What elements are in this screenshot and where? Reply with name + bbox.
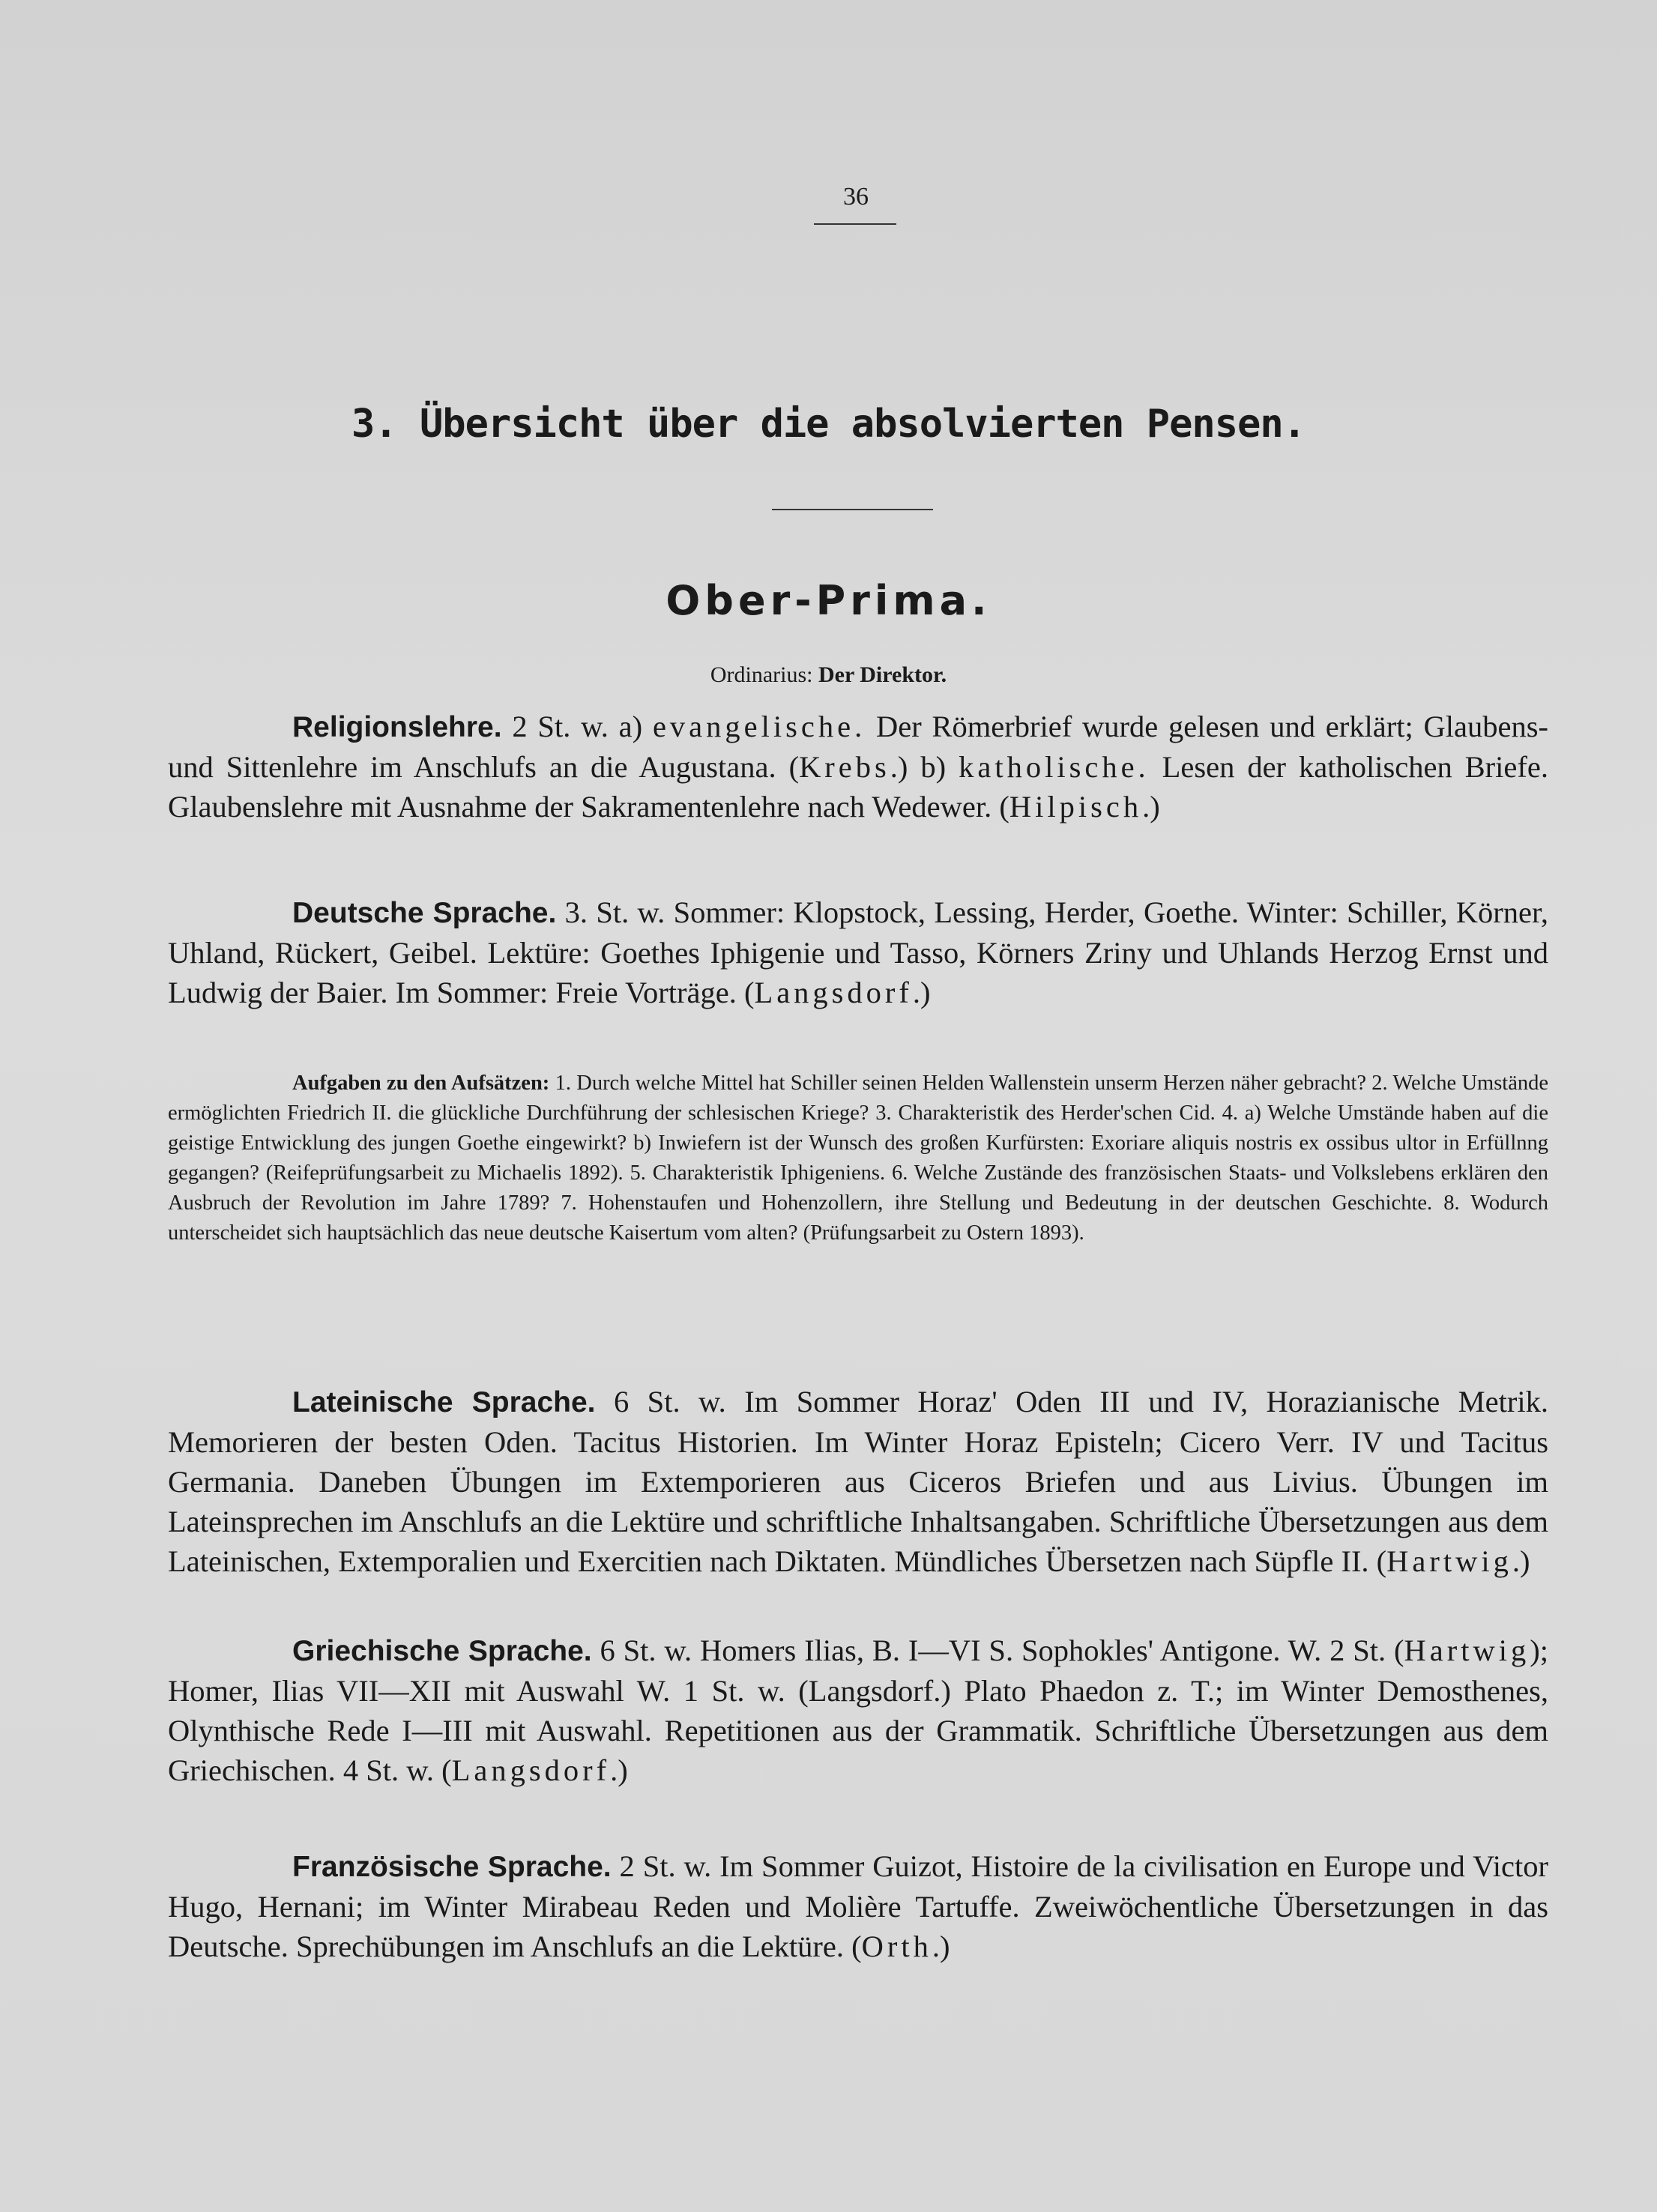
- paragraph-deutsch: Deutsche Sprache. 3. St. w. Sommer: Klopstock, Lessing, Herder, Goethe. Winter: Schiller, Körner, Uhland, Rückert, Geibel. Lektüre: Goethes Iphigenie und Tasso, Körners Zriny und Uhlands Herzog Ernst und Ludwig der Baier. Im Sommer: Freie Vorträge. (Langsdorf.): [168, 895, 1548, 1009]
- section-title: 3. Übersicht über die absolvierten Pensen.: [351, 402, 1306, 447]
- paragraph-aufsaetze: Aufgaben zu den Aufsätzen: 1. Durch welche Mittel hat Schiller seinen Helden Wallenstein unserm Herzen näher gebracht? 2. Welche Umstände ermöglichten Friedrich II. die glückliche Durchführung der schlesischen Kriege? 3. Charakteristik des Herder'schen Cid. 4. a) Welche Umstände haben auf die geistige Entwicklung des jungen Goethe eingewirkt? b) Inwiefern ist der Wunsch des großen Kurfürsten: Exoriare aliquis nostris ex ossibus ultor in Erfüllnng gegangen? (Reifeprüfungsarbeit zu Michaelis 1892). 5. Charakteristik Iphigeniens. 6. Welche Zustände des französischen Staats- und Volkslebens erklären den Ausbruch der Revolution im Jahre 1789? 7. Hohenstaufen und Hohenzollern, ihre Stellung und Bedeutung in der deutschen Geschichte. 8. Wodurch unterscheidet sich hauptsächlich das neue deutsche Kaisertum vom alten? (Prüfungsarbeit zu Ostern 1893).: [168, 1072, 1549, 1245]
- ordinarius-label: Ordinarius:: [710, 662, 813, 687]
- subject-heading-religion: Religionslehre.: [292, 711, 502, 743]
- title-rule: [772, 509, 933, 510]
- page-number: 36: [843, 183, 869, 211]
- subject-heading-deutsch: Deutsche Sprache.: [292, 897, 557, 929]
- paragraph-latein: Lateinische Sprache. 6 St. w. Im Sommer Horaz' Oden III und IV, Horazianische Metrik. Memorieren der besten Oden. Tacitus Historien. Im Winter Horaz Episteln; Cicero Verr. IV und Tacitus Germania. Daneben Übungen im Extemporieren aus Ciceros Briefen und aus Livius. Übungen im Lateinsprechen im Anschlufs an die Lektüre und schriftliche Inhaltsangaben. Schriftliche Übersetzungen aus dem Lateinischen, Extemporalien und Exercitien nach Diktaten. Mündliches Übersetzen nach Süpfle II. (Hartwig.): [168, 1385, 1548, 1578]
- paragraph-griechisch: Griechische Sprache. 6 St. w. Homers Ilias, B. I—VI S. Sophokles' Antigone. W. 2 St. (Hartwig); Homer, Ilias VII—XII mit Auswahl W. 1 St. w. (Langsdorf.) Plato Phaedon z. T.; im Winter Demosthenes, Olynthische Rede I—III mit Auswahl. Repetitionen aus der Grammatik. Schriftliche Übersetzungen aus dem Griechischen. 4 St. w. (Langsdorf.): [168, 1634, 1548, 1787]
- page-number-rule: [814, 223, 896, 225]
- ordinarius-value: Der Direktor.: [818, 662, 947, 687]
- subject-heading-latein: Lateinische Sprache.: [292, 1386, 596, 1418]
- paragraph-religion: Religionslehre. 2 St. w. a) evangelische. Der Römerbrief wurde gelesen und erklärt; Glaubens- und Sittenlehre im Anschlufs an die Augustana. (Krebs.) b) katholische. Lesen der katholischen Briefe. Glaubenslehre mit Ausnahme der Sakramentenlehre nach Wedewer. (Hilpisch.): [168, 710, 1548, 824]
- subject-heading-griechisch: Griechische Sprache.: [292, 1635, 592, 1667]
- class-title: Ober-Prima.: [665, 577, 992, 624]
- subject-heading-franzoesisch: Französische Sprache.: [292, 1851, 612, 1883]
- aufsaetze-label: Aufgaben zu den Aufsätzen:: [292, 1072, 550, 1095]
- paragraph-franzoesisch: Französische Sprache. 2 St. w. Im Sommer Guizot, Histoire de la civilisation en Europe und Victor Hugo, Hernani; im Winter Mirabeau Reden und Molière Tartuffe. Zweiwöchentliche Übersetzungen in das Deutsche. Sprechübungen im Anschlufs an die Lektüre. (Orth.): [168, 1849, 1548, 1963]
- ordinarius-line: [0, 662, 1657, 688]
